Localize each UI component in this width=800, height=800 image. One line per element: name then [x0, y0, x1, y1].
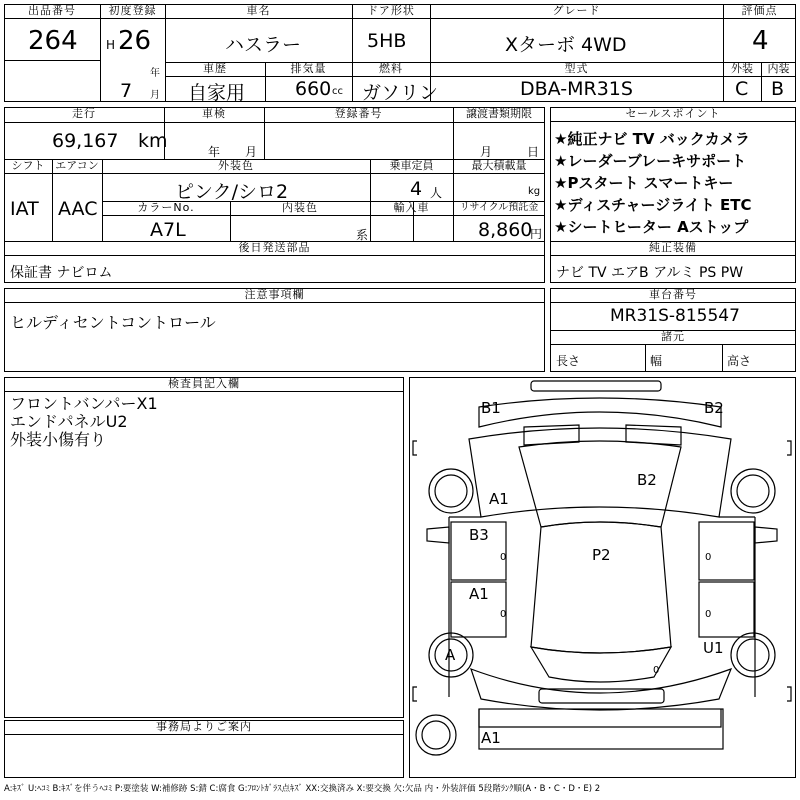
wheel-front-left: [429, 469, 473, 513]
era-label: H: [106, 38, 116, 52]
mark-zero-2: 0: [500, 609, 507, 620]
transfer-label: 譲渡書類期限: [466, 107, 532, 120]
inspection-year-unit: 年: [208, 145, 221, 159]
fuel-label: 燃料: [352, 62, 430, 77]
mileage-unit: km: [138, 130, 168, 152]
interior-grade: B: [771, 78, 785, 100]
mark-zero-1: 0: [500, 552, 507, 563]
sales-points-list: [554, 128, 751, 238]
recycle-label: リサイクル預託金: [459, 202, 539, 213]
registration-month: 7: [120, 80, 133, 102]
notes: ヒルディセントコントロール: [10, 313, 216, 332]
mileage-label: 走行: [72, 107, 96, 120]
door-label: ドア形状: [352, 4, 430, 19]
year-unit: 年: [150, 68, 160, 79]
rear-bumper: [539, 689, 664, 703]
mark-a-wheel: A: [445, 646, 456, 664]
notes-label: 注意事項欄: [4, 288, 545, 303]
sales-point-2: ★レーダーブレーキサポート: [554, 152, 747, 170]
sales-point-5: ★シートヒーター Aストップ: [554, 218, 749, 236]
front-door-right: [699, 522, 754, 580]
capacity-label: 乗車定員: [389, 159, 434, 172]
month-unit: 月: [150, 90, 160, 101]
chassis-label: 車台番号: [550, 288, 796, 303]
fuel: ガソリン: [362, 82, 439, 104]
lot-number: 264: [28, 26, 78, 56]
inspection-label: 車検: [202, 107, 226, 120]
mark-b2-hood: B2: [637, 471, 657, 489]
sales-point-4: ★ディスチャージライト ETC: [554, 196, 752, 214]
ext-color-label: 外装色: [218, 159, 254, 172]
later-parts: 保証書 ナビロム: [10, 265, 113, 281]
front-bumper: [531, 381, 661, 391]
inspector-label: 検査員記入欄: [4, 377, 404, 392]
tailgate: [479, 709, 723, 749]
air-conditioner: AAC: [58, 198, 98, 220]
max-load-label: 最大積載量: [471, 159, 527, 172]
genuine-equipment-label: 純正装備: [550, 241, 796, 256]
registration-year: 26: [118, 26, 152, 56]
mark-a1-rear-door: A1: [469, 585, 489, 603]
front-bumper-outline: [479, 398, 721, 427]
exterior-label: 外装: [723, 62, 761, 77]
lot-number-label: 出品番号: [4, 4, 100, 19]
shift: IAT: [10, 198, 39, 220]
displacement-label: 排気量: [265, 62, 352, 77]
exterior-grade: C: [735, 78, 749, 100]
color-number: A7L: [150, 219, 186, 241]
rear-glass: [531, 647, 671, 682]
first-registration-label: 初度登録: [100, 4, 165, 19]
inspector-line-2: エンドパネルU2: [10, 412, 128, 431]
length-label: 長さ: [556, 354, 581, 368]
mark-zero-3: 0: [705, 552, 712, 563]
mark-zero-4: 0: [705, 609, 712, 620]
model-label: 型式: [430, 62, 723, 77]
damage-legend: A:ｷｽﾞ U:ﾍｺﾐ B:ｷｽﾞを伴うﾍｺﾐ P:要塗装 W:補修跡 S:錆 C:腐食 G:ﾌﾛﾝﾄｶﾞﾗｽ点ｷｽﾞ XX:交換済み X:要交換 欠:欠品 内・外装評価 5段階ﾗﾝｸ順(A・B・C・D・E) 2: [4, 784, 601, 794]
history-label: 車歴: [165, 62, 265, 77]
mark-a1-bottom: A1: [481, 729, 501, 747]
mark-a1-left: A1: [489, 490, 509, 508]
capacity-unit: 人: [430, 186, 443, 200]
int-color-label: 内装色: [282, 201, 318, 214]
displacement: 660: [295, 78, 332, 100]
mark-u1: U1: [703, 639, 724, 657]
shift-label: シフト: [11, 159, 45, 172]
chassis-number: MR31S-815547: [610, 306, 740, 326]
recycle-fee: 8,860: [478, 219, 533, 241]
transfer-day-unit: 日: [527, 145, 540, 159]
mark-p2: P2: [592, 546, 611, 564]
inspection-month-unit: 月: [245, 145, 258, 159]
roof: [531, 522, 671, 653]
sales-point-3: ★Pスタート スマートキー: [554, 174, 734, 192]
interior-label: 内装: [761, 62, 796, 77]
door-type: 5HB: [367, 30, 407, 52]
specs-label: 諸元: [550, 330, 796, 345]
inspector-comments: [10, 395, 158, 449]
later-parts-label: 後日発送部品: [4, 241, 545, 256]
max-load-unit: kg: [528, 186, 541, 197]
inspector-line-3: 外装小傷有り: [10, 430, 107, 449]
score-label: 評価点: [723, 4, 796, 19]
grade: Xターボ 4WD: [505, 34, 627, 56]
exterior-color: ピンク/シロ2: [175, 181, 289, 203]
mark-b2-top: B2: [704, 399, 724, 417]
model-code: DBA-MR31S: [520, 78, 633, 100]
genuine-equipment: ナビ TV エアB アルミ PS PW: [556, 265, 744, 281]
car-name-label: 車名: [165, 4, 352, 19]
recycle-unit: 円: [530, 227, 543, 241]
vehicle-history: 自家用: [188, 82, 246, 104]
height-label: 高さ: [727, 354, 752, 368]
import-label: 輸入車: [393, 201, 430, 214]
mileage: 69,167: [52, 130, 119, 152]
car-damage-diagram: [409, 377, 796, 778]
car-name: ハスラー: [225, 34, 302, 56]
office-label: 事務局よりご案内: [4, 720, 404, 735]
ac-label: エアコン: [55, 159, 99, 172]
capacity: 4: [410, 178, 423, 200]
mark-zero-5: 0: [653, 665, 660, 676]
plate-label: 登録番号: [334, 107, 383, 120]
sales-points-label: セールスポイント: [550, 107, 796, 122]
sales-point-1: ★純正ナビ TV バックカメラ: [554, 130, 750, 148]
width-label: 幅: [650, 354, 663, 368]
int-color-unit: 系: [356, 228, 369, 242]
inspector-line-1: フロントバンパーX1: [10, 394, 158, 413]
score: 4: [752, 26, 769, 56]
displacement-unit: cc: [332, 86, 343, 97]
color-no-label: カラーNo.: [137, 201, 195, 214]
mark-b3: B3: [469, 526, 489, 544]
transfer-month-unit: 月: [480, 145, 493, 159]
grade-label: グレード: [430, 4, 723, 19]
mark-b1: B1: [481, 399, 501, 417]
